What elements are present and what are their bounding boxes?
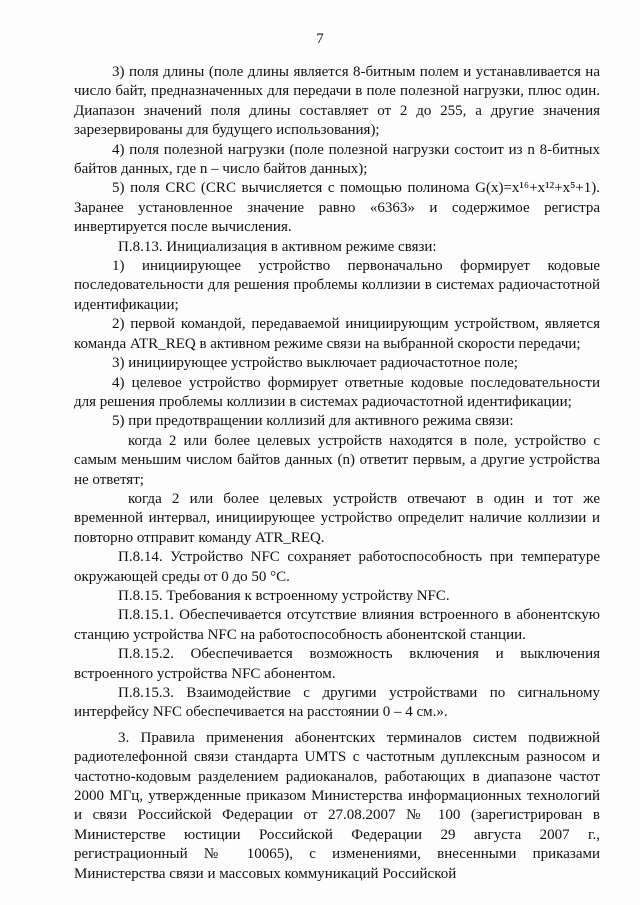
clause-8-15-3: П.8.15.3. Взаимодействие с другими устройствами по сигнальному интерфейсу NFC обеспечивается на расстоянии 0 – 4 см.». [74, 685, 600, 721]
list-item-1: 1) инициирующее устройство первоначально формирует кодовые последовательности для решения проблемы коллизии в системах радиочастотной идентификации; [74, 258, 600, 313]
list-item-3: 3) инициирующее устройство выключает радиочастотное поле; [112, 355, 518, 372]
clause-8-13-heading: П.8.13. Инициализация в активном режиме связи: [118, 238, 437, 255]
list-item-4: 4) целевое устройство формирует ответные кодовые последовательности для решения проблемы коллизии в системах радиочастотной идентификации; [74, 374, 600, 410]
collision-case-1: когда 2 или более целевых устройств находятся в поле, устройство с самым меньшим числом байтов данных (n) ответит первым, а другие устройства не ответят; [74, 432, 600, 488]
section-3-paragraph: 3. Правила применения абонентских терминалов систем подвижной радиотелефонной связи стандарта UMTS с частотным дуплексным разносом и частотно-кодовым разделением радиоканалов, работающих в диапазоне частот 2000 МГц, утвержденные приказом Министерства информационных технологий и связи Российской Федерации от 27.08.2007 № 100 (зарегистрирован в Министерстве юстиции Российской Федерации 29 августа 2007 г., регистрационный № 10065), с изменениями, внесенными приказами Министерства связи и массовых коммуникаций Российской [74, 729, 600, 882]
page-number: 7 [316, 31, 324, 47]
clause-8-15-2: П.8.15.2. Обеспечивается возможность включения и выключения встроенного устройства NFC абонентом. [74, 646, 600, 682]
clause-8-15: П.8.15. Требования к встроенному устройству NFC. [118, 587, 450, 604]
paragraph-payload-field: 4) поля полезной нагрузки (поле полезной нагрузки состоит из n 8-битных байтов данных, где n – число байтов данных); [74, 141, 600, 178]
collision-case-2: когда 2 или более целевых устройств отвечают в один и тот же временной интервал, инициирующее устройство определит наличие коллизии и повторно отправит команду ATR_REQ. [74, 490, 600, 546]
paragraph-crc-field: 5) поля CRC (CRC вычисляется с помощью полинома G(x)=x¹⁶+x¹²+x⁵+1). Заранее установленное значение равно «6363» и содержимое регистра инвертируется после вычисления. [74, 180, 600, 236]
paragraph-length-field: 3) поля длины (поле длины является 8-битным полем и устанавливается на число байт, предназначенных для передачи в поле полезной нагрузки, плюс один. Диапазон значений поля длины составляет от 2 до 255, а другие значения зарезервированы для будущего использования); [74, 64, 600, 139]
clause-8-15-1: П.8.15.1. Обеспечивается отсутствие влияния встроенного в абонентскую станцию устройства NFC на работоспособность абонентской станции. [74, 607, 600, 643]
list-item-2: 2) первой командой, передаваемой инициирующим устройством, является команда ATR_REQ в активном режиме связи на выбранной скорости передачи; [74, 316, 600, 352]
list-item-5: 5) при предотвращении коллизий для активного режима связи: [112, 413, 514, 430]
clause-8-14: П.8.14. Устройство NFC сохраняет работоспособность при температуре окружающей среды от 0 до 50 °С. [74, 549, 600, 585]
document-body [74, 63, 600, 884]
